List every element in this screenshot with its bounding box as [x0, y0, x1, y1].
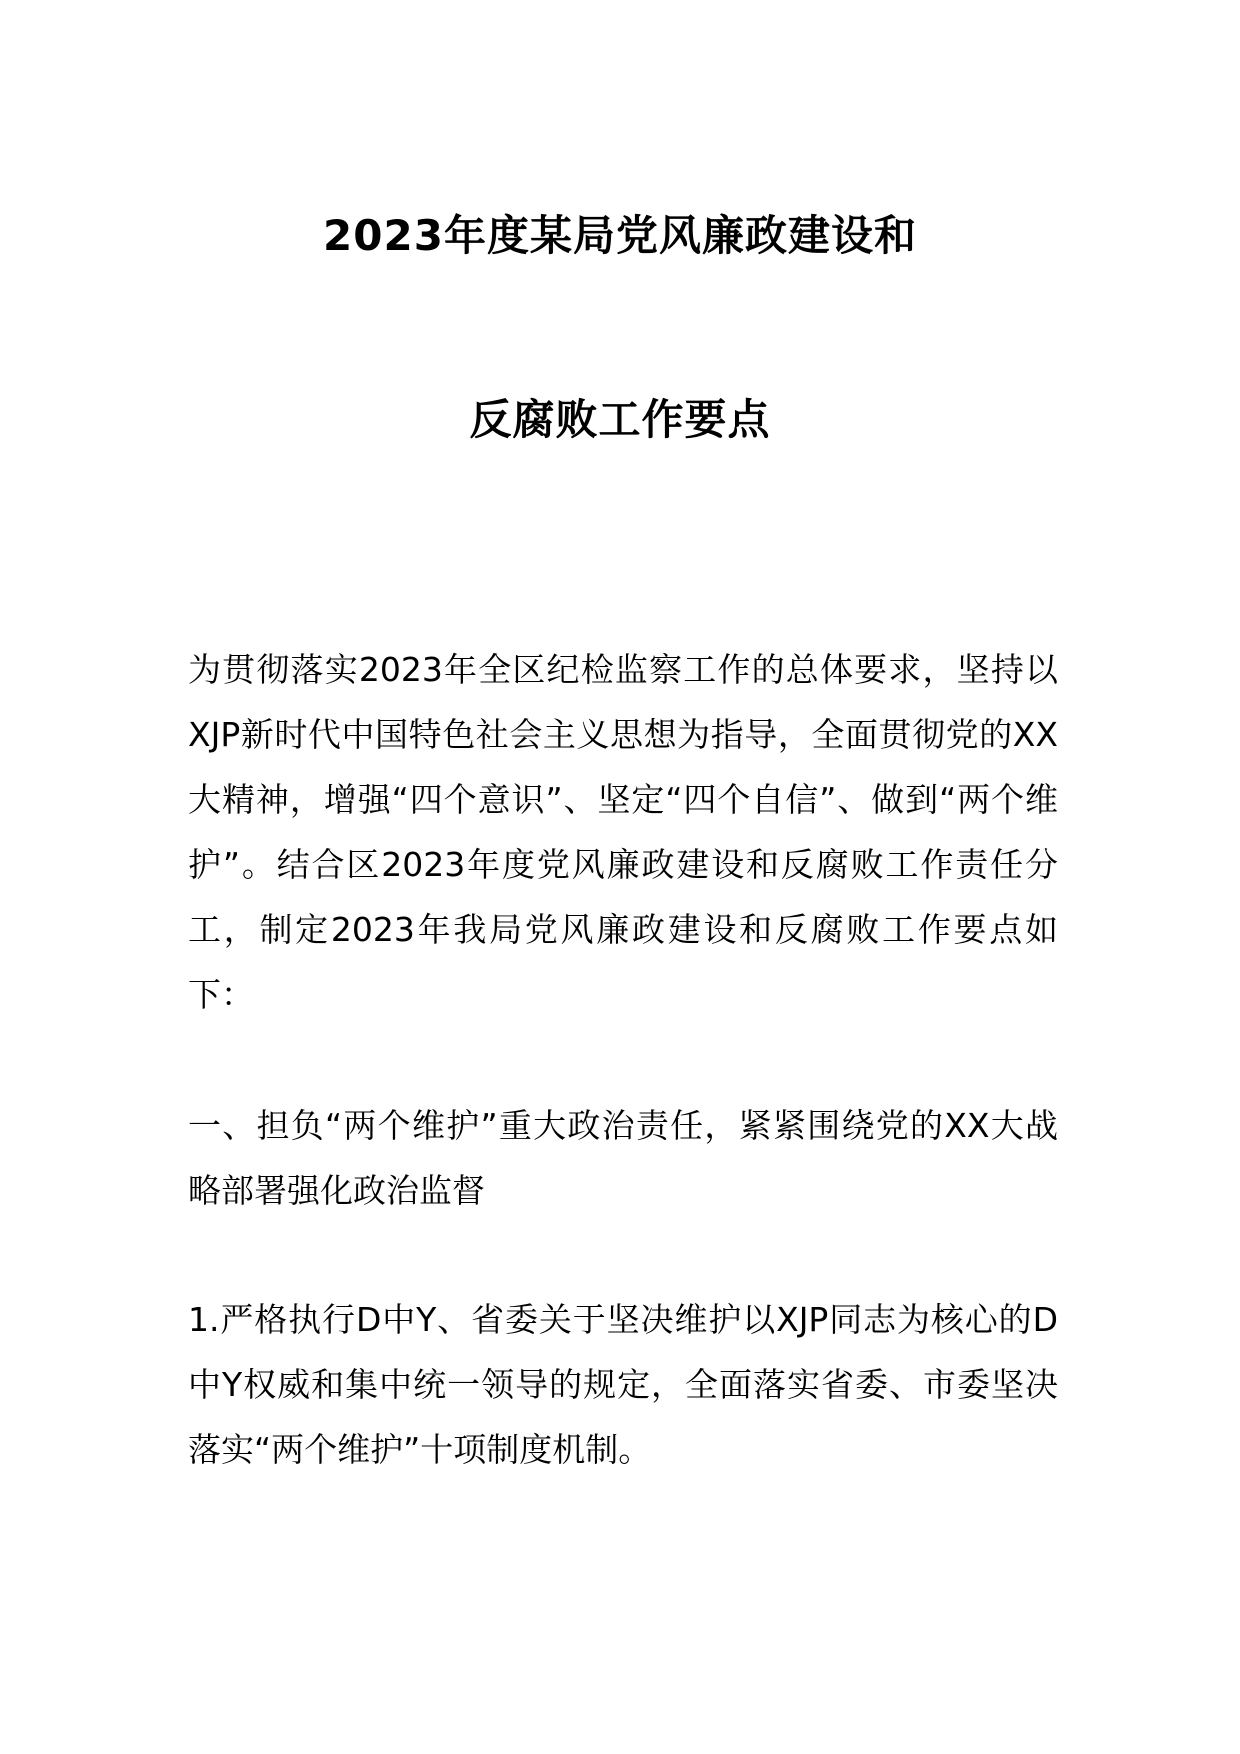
- list-item: 1.严格执行D中Y、省委关于坚决维护以XJP同志为核心的D中Y权威和集中统一领导的规定，全面落实省委、市委坚决落实“两个维护”十项制度机制。: [188, 1300, 1058, 1469]
- document-title-line-2: 反腐败工作要点: [469, 395, 771, 444]
- intro-paragraph: 为贯彻落实2023年全区纪检监察工作的总体要求，坚持以XJP新时代中国特色社会主义思想为指导，全面贯彻党的XX大精神，增强“四个意识”、坚定“四个自信”、做到“两个维护”。结合区2023年度党风廉政建设和反腐败工作责任分工，制定2023年我局党风廉政建设和反腐败工作要点如下：: [188, 650, 1058, 1014]
- document-title-line-1: 2023年度某局党风廉政建设和: [323, 211, 917, 260]
- section-heading: 一、担负“两个维护”重大政治责任，紧紧围绕党的XX大战略部署强化政治监督: [188, 1106, 1058, 1210]
